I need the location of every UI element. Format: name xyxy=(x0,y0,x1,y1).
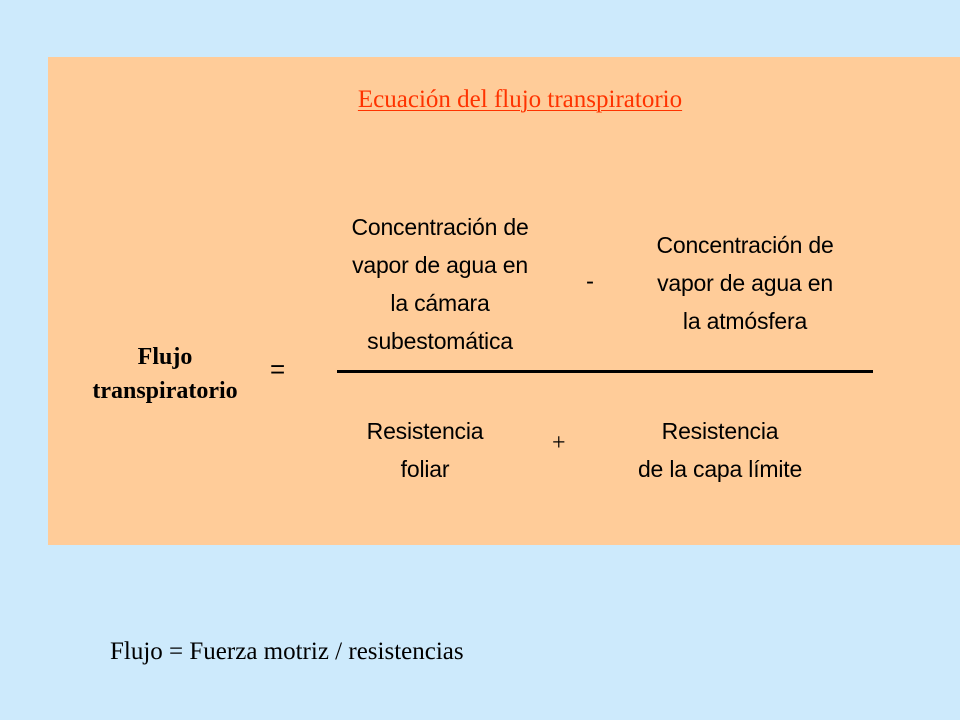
denominator-left-line-2: foliar xyxy=(400,456,450,482)
numerator-left-line-2: vapor de agua en xyxy=(352,252,528,278)
denominator-right xyxy=(600,412,840,488)
footer-formula: Flujo = Fuerza motriz / resistencias xyxy=(110,638,464,665)
denominator-left-line-1: Resistencia xyxy=(366,418,484,444)
numerator-right-line-3: la atmósfera xyxy=(682,308,808,334)
denominator-right-line-1: Resistencia xyxy=(661,418,779,444)
numerator-left xyxy=(310,208,570,360)
denominator-right-line-2: de la capa límite xyxy=(637,456,803,482)
denominator-left xyxy=(330,412,520,488)
lhs-line-1: Flujo xyxy=(137,344,193,370)
fraction-bar xyxy=(337,370,873,373)
numerator-left-line-4: subestomática xyxy=(367,328,513,354)
numerator-left-line-1: Concentración de xyxy=(351,214,529,240)
numerator-right-line-2: vapor de agua en xyxy=(657,270,833,296)
plus-sign: + xyxy=(552,430,566,456)
equation-title: Ecuación del flujo transpiratorio xyxy=(357,86,683,113)
lhs-term xyxy=(60,340,270,408)
numerator-right-line-1: Concentración de xyxy=(656,232,834,258)
equals-sign: = xyxy=(270,354,286,384)
numerator-left-line-3: la cámara xyxy=(390,290,490,316)
lhs-line-2: transpiratorio xyxy=(92,378,238,404)
minus-sign: - xyxy=(586,268,594,295)
numerator-right xyxy=(610,226,880,340)
